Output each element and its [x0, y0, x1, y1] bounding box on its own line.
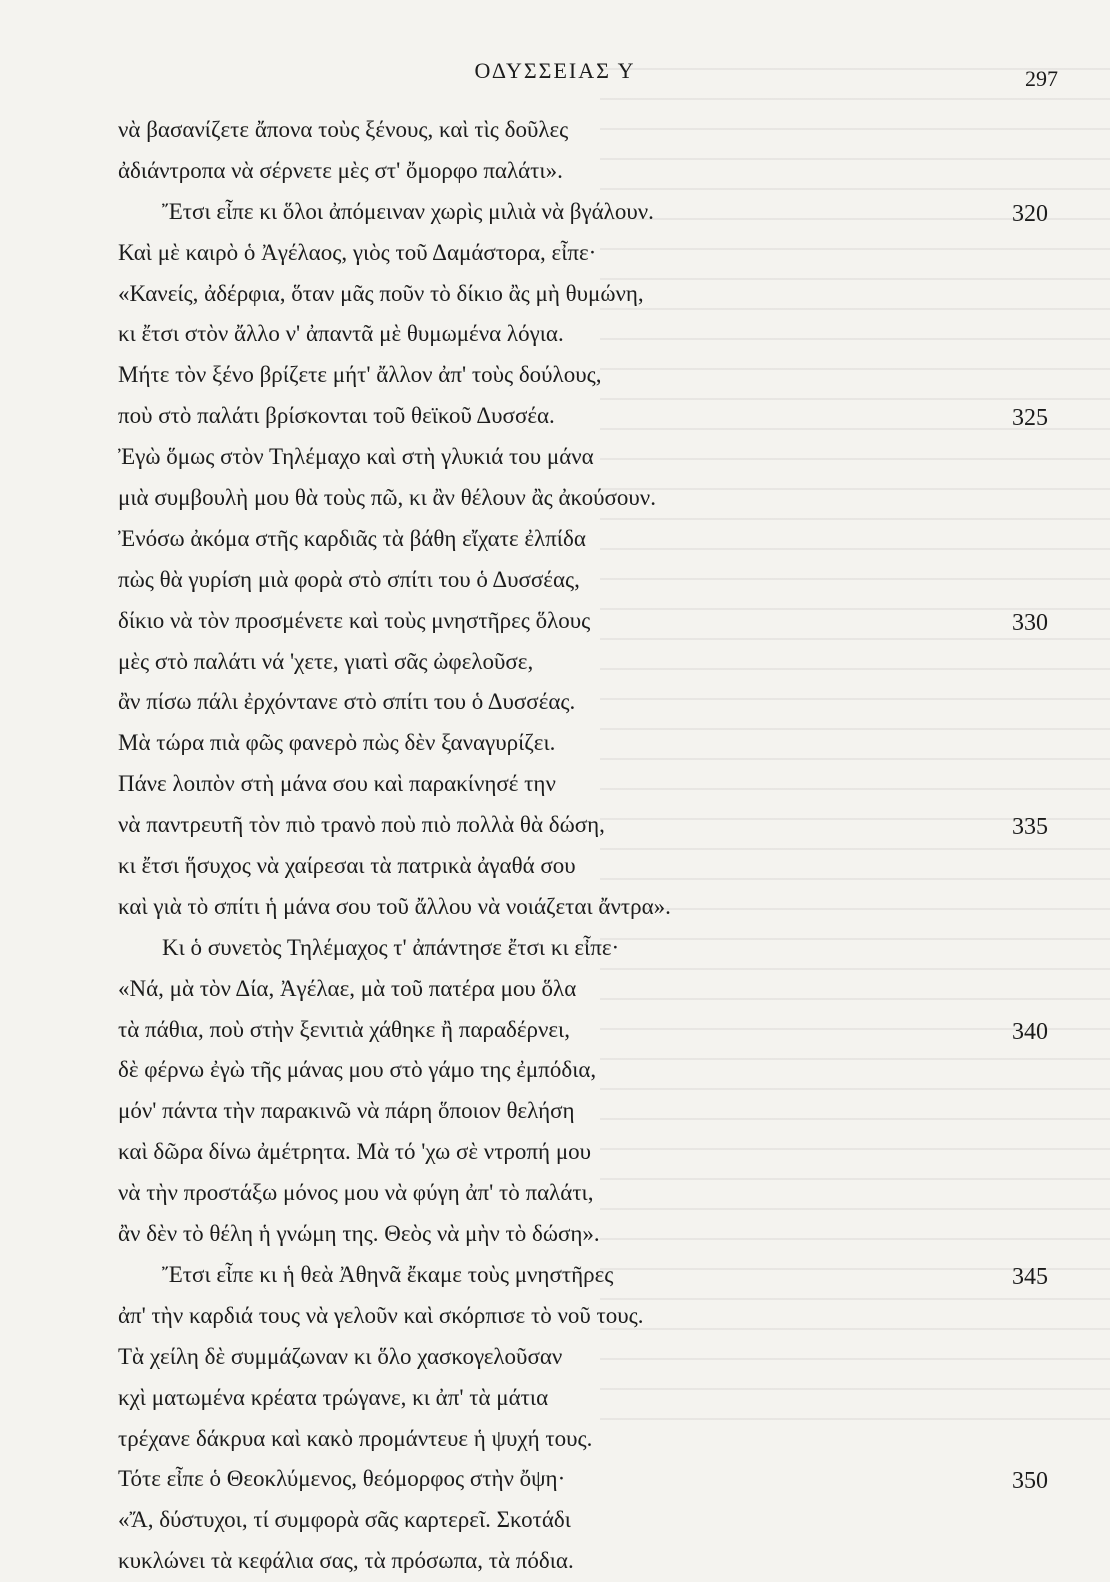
verse-text: καὶ γιὰ τὸ σπίτι ἡ μάνα σου τοῦ ἄλλου νὰ νοιάζεται ἄντρα». [118, 893, 671, 919]
verse-text: κι ἔτσι στὸν ἄλλο ν' ἀπαντᾶ μὲ θυμωμένα λόγια. [118, 321, 564, 347]
verse-text: δὲ φέρνω ἐγὼ τῆς μάνας μου στὸ γάμο της ἐμπόδια, [118, 1057, 597, 1083]
verse-text: κχὶ ματωμένα κρέατα τρώγανε, κι ἀπ' τὰ μάτια [118, 1384, 549, 1410]
verse-line [118, 1378, 1048, 1419]
verse-line [118, 969, 1048, 1010]
verse-line [118, 1541, 1048, 1582]
verse-line [118, 519, 1048, 560]
verse-line [118, 437, 1048, 478]
line-number: 350 [1012, 1468, 1048, 1495]
verse-text: ἀπ' τὴν καρδιά τους νὰ γελοῦν καὶ σκόρπισε τὸ νοῦ τους. [118, 1302, 644, 1328]
verse-line [118, 355, 1048, 396]
verse-text: μιὰ συμβουλὴ μου θὰ τοὺς πῶ, κι ἂν θέλουν ἂς ἀκούσουν. [118, 485, 656, 511]
verse-text: Ἔτσι εἶπε κι ἡ θεὰ Ἀθηνᾶ ἔκαμε τοὺς μνηστῆρες [162, 1261, 614, 1287]
line-number: 320 [1012, 200, 1048, 227]
verse-text: Καὶ μὲ καιρὸ ὁ Ἀγέλαος, γιὸς τοῦ Δαμάστορα, εἶπε· [118, 239, 597, 265]
verse-text: νὰ βασανίζετε ἄπονα τοὺς ξένους, καὶ τὶς δοῦλες [118, 117, 569, 142]
verse-text: Ἐγὼ ὅμως στὸν Τηλέμαχο καὶ στὴ γλυκιά του μάνα [118, 444, 594, 470]
verse-line [118, 1500, 1048, 1541]
verse-line [118, 1296, 1048, 1337]
verse-line [118, 274, 1048, 315]
verse-line [118, 1214, 1048, 1255]
line-number: 330 [1012, 609, 1048, 636]
verse-line [118, 723, 1048, 764]
verse-text: καὶ δῶρα δίνω ἀμέτρητα. Μὰ τό 'χω σὲ ντροπή μου [118, 1139, 592, 1165]
verse-text: Μήτε τὸν ξένο βρίζετε μήτ' ἄλλον ἀπ' τοὺς δούλους, [118, 362, 602, 388]
verse-line [118, 1459, 1048, 1500]
verse-line [118, 642, 1048, 683]
verse-text: ἀδιάντροπα νὰ σέρνετε μὲς στ' ὄμορφο παλάτι». [118, 157, 563, 183]
verse-text: νὰ παντρευτῆ τὸν πιὸ τρανὸ ποὺ πιὸ πολλὰ θὰ δώση, [118, 812, 605, 838]
verse-text: Πάνε λοιπὸν στὴ μάνα σου καὶ παρακίνησέ την [118, 771, 556, 797]
verse-line [118, 396, 1048, 437]
verse-line [118, 478, 1048, 519]
verse-line [118, 682, 1048, 723]
verse-text: Ἐνόσω ἀκόμα στῆς καρδιᾶς τὰ βάθη εἴχατε ἐλπίδα [118, 525, 586, 551]
verse-text: ἂν πίσω πάλι ἐρχόντανε στὸ σπίτι του ὁ Δυσσέας. [118, 689, 576, 715]
verse-line [118, 1419, 1048, 1460]
verse-text: Μὰ τώρα πιὰ φῶς φανερὸ πὼς δὲν ξαναγυρίζει. [118, 730, 556, 756]
verse-text: πὼς θὰ γυρίση μιὰ φορὰ στὸ σπίτι του ὁ Δυσσέας, [118, 566, 580, 592]
verse-text: Τὰ χείλη δὲ συμμάζωναν κι ὅλο χασκογελοῦσαν [118, 1343, 563, 1369]
verse-text: τρέχανε δάκρυα καὶ κακὸ προμάντευε ἡ ψυχή τους. [118, 1425, 593, 1451]
verse-text: δίκιο νὰ τὸν προσμένετε καὶ τοὺς μνηστῆρες ὅλους [118, 607, 591, 633]
verse-text: τὰ πάθια, ποὺ στὴν ξενιτιὰ χάθηκε ἢ παραδέρνει, [118, 1016, 570, 1042]
verse-text: Κι ὁ συνετὸς Τηλέμαχος τ' ἀπάντησε ἔτσι κι εἶπε· [162, 934, 620, 960]
line-number: 325 [1012, 405, 1048, 432]
verse-text: κι ἔτσι ἥσυχος νὰ χαίρεσαι τὰ πατρικὰ ἀγαθά σου [118, 853, 576, 879]
verse-line [118, 151, 1048, 192]
verse-line [118, 1132, 1048, 1173]
verse-line [118, 1050, 1048, 1091]
verse-line [118, 764, 1048, 805]
verse-line [118, 1255, 1048, 1296]
verse-block [118, 110, 1048, 1582]
verse-text: «Ἄ, δύστυχοι, τί συμφορὰ σᾶς καρτερεῖ. Σκοτάδι [118, 1507, 571, 1533]
page-number: 297 [1025, 66, 1058, 91]
verse-line [118, 887, 1048, 928]
verse-line [118, 192, 1048, 233]
verse-line [118, 928, 1048, 969]
verse-text: «Νά, μὰ τὸν Δία, Ἀγέλαε, μὰ τοῦ πατέρα μου ὅλα [118, 975, 577, 1001]
line-number: 340 [1012, 1018, 1048, 1045]
verse-line [118, 233, 1048, 274]
line-number: 345 [1012, 1263, 1048, 1290]
verse-line [118, 110, 1048, 151]
verse-line [118, 1173, 1048, 1214]
verse-line [118, 601, 1048, 642]
verse-text: νὰ τὴν προστάξω μόνος μου νὰ φύγη ἀπ' τὸ παλάτι, [118, 1180, 594, 1206]
verse-line [118, 314, 1048, 355]
running-head [0, 52, 1110, 92]
verse-text: κυκλώνει τὰ κεφάλια σας, τὰ πρόσωπα, τὰ πόδια. [118, 1548, 574, 1574]
verse-text: μὲς στὸ παλάτι νά 'χετε, γιατὶ σᾶς ὠφελοῦσε, [118, 648, 534, 674]
verse-line [118, 1010, 1048, 1051]
verse-line [118, 846, 1048, 887]
verse-text: μόν' πάντα τὴν παρακινῶ νὰ πάρη ὅποιον θελήση [118, 1098, 575, 1124]
verse-text: Ἔτσι εἶπε κι ὅλοι ἀπόμειναν χωρὶς μιλιὰ νὰ βγάλουν. [162, 198, 654, 224]
verse-line [118, 1337, 1048, 1378]
verse-text: ποὺ στὸ παλάτι βρίσκονται τοῦ θεϊκοῦ Δυσσέα. [118, 403, 555, 429]
verse-text: ἂν δὲν τὸ θέλη ἡ γνώμη της. Θεὸς νὰ μὴν τὸ δώση». [118, 1221, 600, 1247]
verse-line [118, 560, 1048, 601]
verse-line [118, 1091, 1048, 1132]
verse-line [118, 805, 1048, 846]
running-title: ΟΔΥΣΣΕΙΑΣ Υ [474, 58, 636, 83]
line-number: 335 [1012, 814, 1048, 841]
verse-text: «Κανείς, ἀδέρφια, ὅταν μᾶς ποῦν τὸ δίκιο ἂς μὴ θυμώνη, [118, 280, 644, 306]
verse-text: Τότε εἶπε ὁ Θεοκλύμενος, θεόμορφος στὴν ὄψη· [118, 1466, 566, 1492]
